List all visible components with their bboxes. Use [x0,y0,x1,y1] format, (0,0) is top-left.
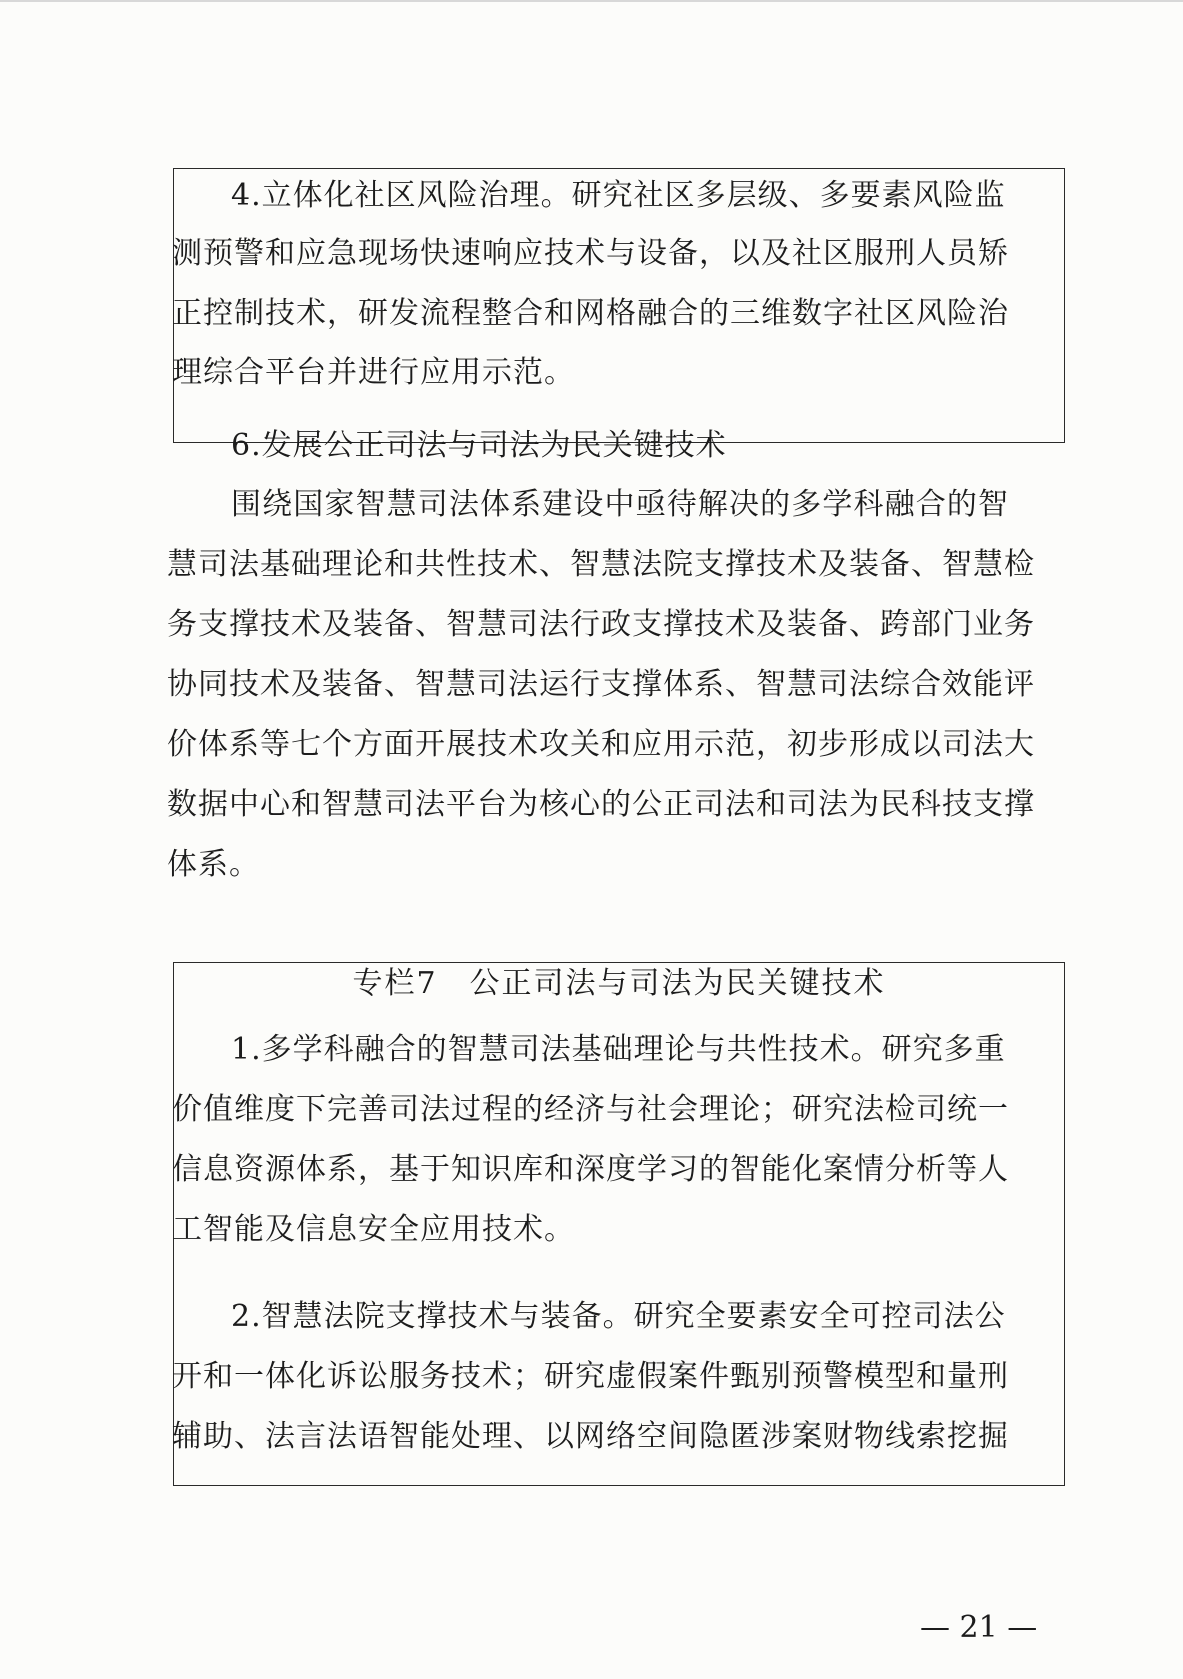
paragraph-line-1: 围绕国家智慧司法体系建设中亟待解决的多学科融合的智 [231,487,1009,522]
item2-line-1: 2.智慧法院支撑技术与装备。研究全要素安全可控司法公 [231,1299,1006,1334]
paragraph-line-2: 慧司法基础理论和共性技术、智慧法院支撑技术及装备、智慧检 [167,547,1035,582]
box1-line-3: 正控制技术，研发流程整合和网格融合的三维数字社区风险治 [172,296,1009,331]
paragraph-line-7: 体系。 [167,847,260,882]
section-heading: 6.发展公正司法与司法为民关键技术 [231,428,727,463]
item1-line-4: 工智能及信息安全应用技术。 [172,1212,575,1247]
paragraph-line-6: 数据中心和智慧司法平台为核心的公正司法和司法为民科技支撑 [167,787,1035,822]
top-border-rule [0,0,1183,2]
box1-line-4: 理综合平台并进行应用示范。 [172,355,575,390]
paragraph-line-4: 协同技术及装备、智慧司法运行支撑体系、智慧司法综合效能评 [167,667,1035,702]
item1-line-2: 价值维度下完善司法过程的经济与社会理论；研究法检司统一 [172,1092,1009,1127]
box1-line-1: 4.立体化社区风险治理。研究社区多层级、多要素风险监 [231,178,1006,213]
item1-line-1: 1.多学科融合的智慧司法基础理论与共性技术。研究多重 [231,1032,1006,1067]
special-column-title: 专栏7 公正司法与司法为民关键技术 [352,966,886,1001]
item2-line-2: 开和一体化诉讼服务技术；研究虚假案件甄别预警模型和量刑 [172,1359,1009,1394]
paragraph-line-3: 务支撑技术及装备、智慧司法行政支撑技术及装备、跨部门业务 [167,607,1035,642]
paragraph-line-5: 价体系等七个方面开展技术攻关和应用示范，初步形成以司法大 [167,727,1035,762]
item2-line-3: 辅助、法言法语智能处理、以网络空间隐匿涉案财物线索挖掘 [172,1419,1009,1454]
box1-line-2: 测预警和应急现场快速响应技术与设备，以及社区服刑人员矫 [172,236,1009,271]
page-number: — 21 — [920,1610,1038,1645]
item1-line-3: 信息资源体系，基于知识库和深度学习的智能化案情分析等人 [172,1152,1009,1187]
